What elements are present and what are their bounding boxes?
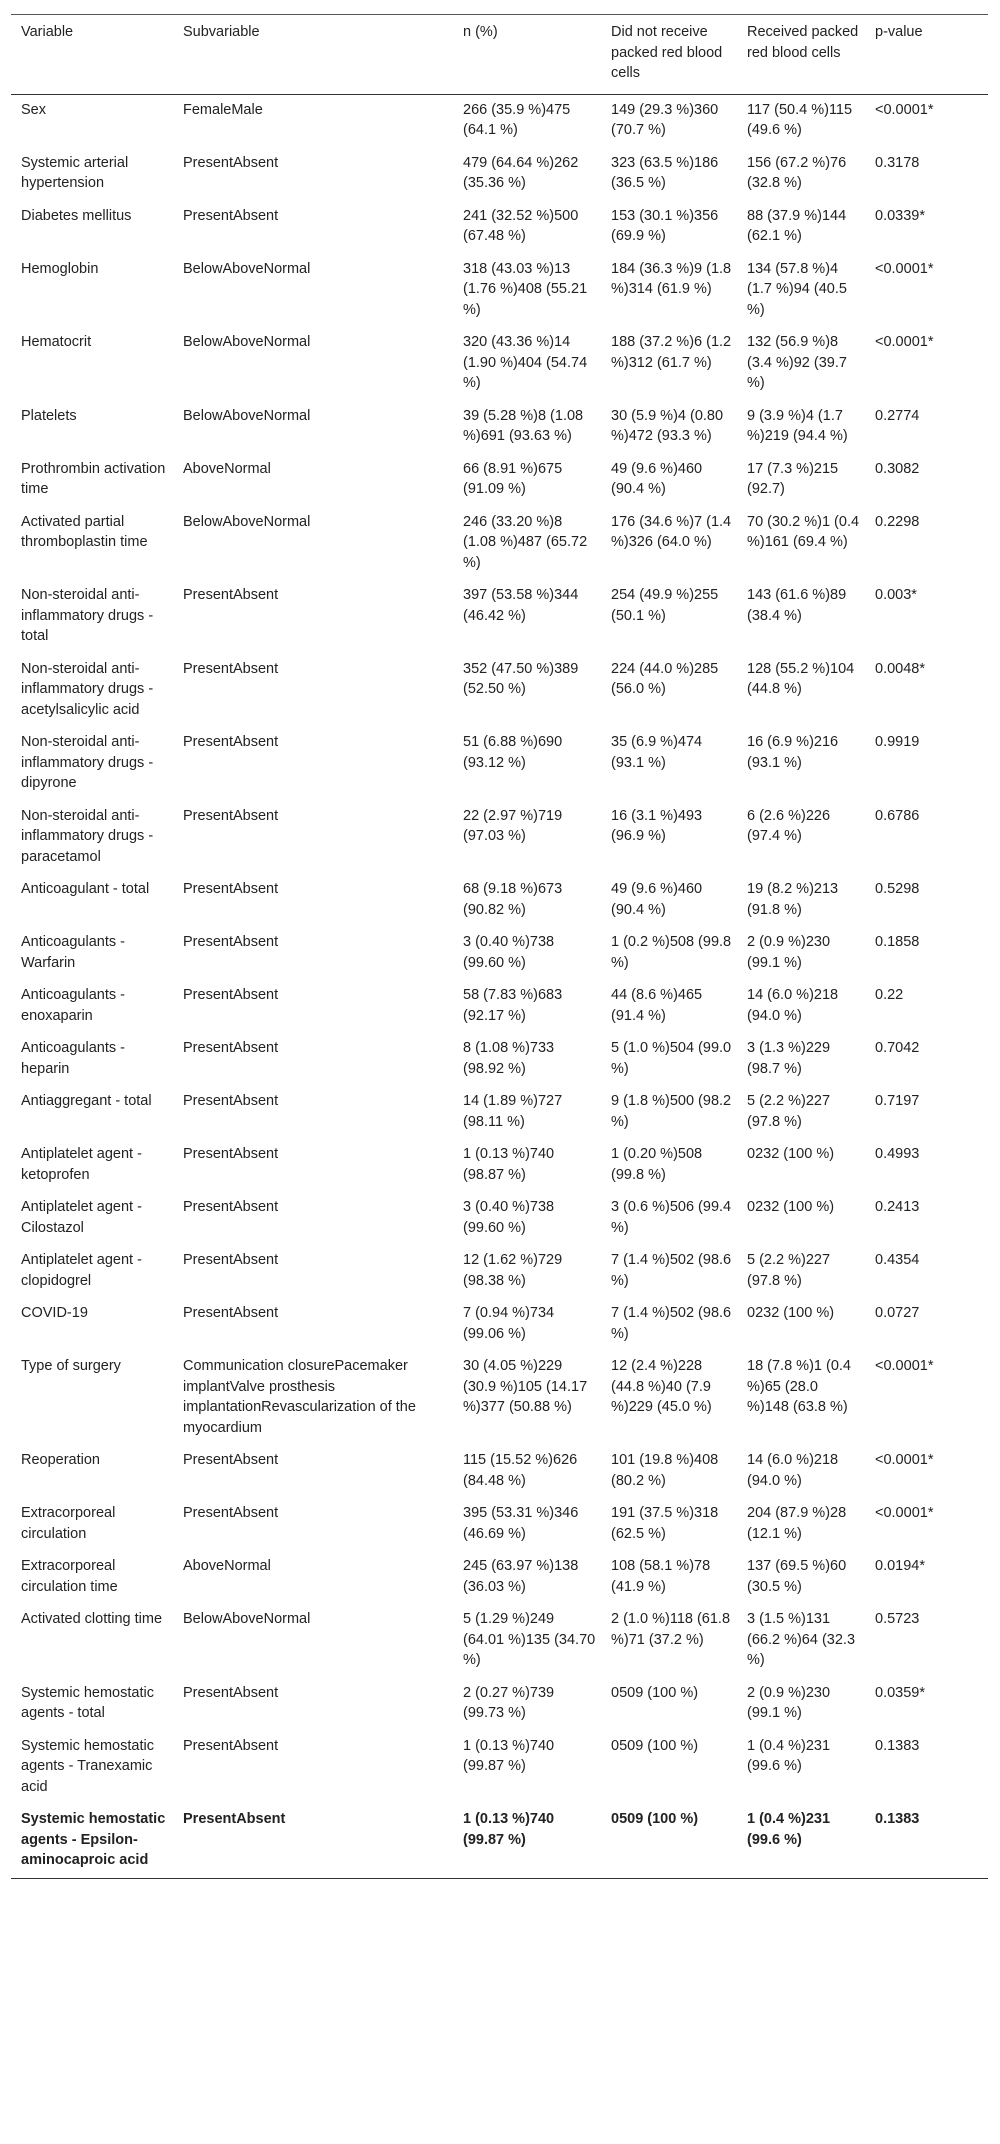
table-row: [11, 327, 988, 401]
cell-variable: Hematocrit: [21, 334, 92, 350]
cell-subvariable: PresentAbsent: [183, 1252, 279, 1268]
cell-n-percent: 14 (1.89 %)727 (98.11 %): [463, 1093, 563, 1130]
cell-received: 0232 (100 %): [747, 1199, 835, 1215]
cell-p-value: 0.5298: [875, 881, 920, 897]
table-row: [11, 1086, 988, 1139]
cell-received: 16 (6.9 %)216 (93.1 %): [747, 734, 839, 771]
cell-did-not-receive: 176 (34.6 %)7 (1.4 %)326 (64.0 %): [611, 513, 732, 550]
cell-n-percent: 1 (0.13 %)740 (99.87 %): [463, 1737, 555, 1774]
table-row: [11, 1731, 988, 1805]
cell-n-percent: 397 (53.58 %)344 (46.42 %): [463, 587, 579, 624]
cell-p-value: <0.0001*: [875, 1505, 934, 1521]
cell-n-percent: 8 (1.08 %)733 (98.92 %): [463, 1040, 555, 1077]
cell-n-percent: 266 (35.9 %)475 (64.1 %): [463, 101, 571, 138]
cell-received: 2 (0.9 %)230 (99.1 %): [747, 934, 831, 971]
cell-received: 14 (6.0 %)218 (94.0 %): [747, 1452, 839, 1489]
cell-subvariable: PresentAbsent: [183, 1305, 279, 1321]
cell-subvariable: AboveNormal: [183, 1558, 271, 1574]
table-row: [11, 927, 988, 980]
table-row: [11, 727, 988, 801]
cell-did-not-receive: 5 (1.0 %)504 (99.0 %): [611, 1040, 732, 1077]
table-row: [11, 148, 988, 201]
cell-p-value: 0.4354: [875, 1252, 920, 1268]
cell-p-value: 0.22: [875, 987, 904, 1003]
cell-p-value: 0.7197: [875, 1093, 920, 1109]
cell-received: 143 (61.6 %)89 (38.4 %): [747, 587, 847, 624]
cell-p-value: <0.0001*: [875, 260, 934, 277]
cell-variable: Antiaggregant - total: [21, 1093, 152, 1109]
cell-received: 156 (67.2 %)76 (32.8 %): [747, 154, 847, 191]
cell-did-not-receive: 0509 (100 %): [611, 1684, 699, 1701]
cell-p-value: 0.0048*: [875, 660, 925, 677]
cell-subvariable: BelowAboveNormal: [183, 334, 311, 350]
cell-variable: Antiplatelet agent - ketoprofen: [21, 1146, 142, 1183]
cell-n-percent: 58 (7.83 %)683 (92.17 %): [463, 987, 563, 1024]
header-row: [11, 15, 988, 95]
cell-n-percent: 1 (0.13 %)740 (98.87 %): [463, 1146, 555, 1183]
cell-did-not-receive: 35 (6.9 %)474 (93.1 %): [611, 734, 703, 771]
cell-variable: Sex: [21, 101, 46, 118]
cell-received: 132 (56.9 %)8 (3.4 %)92 (39.7 %): [747, 334, 847, 391]
table-row: [11, 94, 988, 148]
cell-p-value: 0.003*: [875, 587, 917, 603]
cell-variable: Antiplatelet agent - clopidogrel: [21, 1252, 142, 1289]
cell-variable: Platelets: [21, 407, 77, 424]
cell-received: 128 (55.2 %)104 (44.8 %): [747, 660, 855, 697]
cell-n-percent: 5 (1.29 %)249 (64.01 %)135 (34.70 %): [463, 1611, 596, 1668]
cell-p-value: 0.0339*: [875, 207, 925, 224]
cell-did-not-receive: 30 (5.9 %)4 (0.80 %)472 (93.3 %): [611, 407, 724, 444]
cell-variable: Hemoglobin: [21, 260, 99, 277]
cell-received: 0232 (100 %): [747, 1305, 835, 1321]
cell-subvariable: AboveNormal: [183, 460, 271, 477]
cell-p-value: 0.5723: [875, 1611, 920, 1627]
cell-p-value: 0.1383: [875, 1811, 920, 1827]
cell-n-percent: 320 (43.36 %)14 (1.90 %)404 (54.74 %): [463, 334, 588, 391]
cell-subvariable: PresentAbsent: [183, 807, 279, 824]
cell-received: 137 (69.5 %)60 (30.5 %): [747, 1558, 847, 1595]
cell-subvariable: PresentAbsent: [183, 934, 279, 950]
cell-variable: Anticoagulant - total: [21, 881, 150, 897]
cell-did-not-receive: 49 (9.6 %)460 (90.4 %): [611, 460, 703, 497]
cell-p-value: 0.3178: [875, 154, 920, 171]
cell-n-percent: 115 (15.52 %)626 (84.48 %): [463, 1452, 578, 1489]
cell-did-not-receive: 1 (0.2 %)508 (99.8 %): [611, 934, 732, 971]
table-row: [11, 1551, 988, 1604]
cell-did-not-receive: 9 (1.8 %)500 (98.2 %): [611, 1093, 732, 1130]
table-row: [11, 654, 988, 728]
cell-received: 2 (0.9 %)230 (99.1 %): [747, 1684, 831, 1721]
cell-variable: Reoperation: [21, 1452, 100, 1468]
cell-subvariable: BelowAboveNormal: [183, 407, 311, 424]
cell-variable: Non-steroidal anti-inflammatory drugs - paracetamol: [21, 807, 154, 865]
cell-variable: Antiplatelet agent - Cilostazol: [21, 1199, 142, 1236]
cell-did-not-receive: 184 (36.3 %)9 (1.8 %)314 (61.9 %): [611, 260, 732, 297]
cell-n-percent: 245 (63.97 %)138 (36.03 %): [463, 1558, 579, 1595]
cell-variable: Systemic hemostatic agents - total: [21, 1684, 154, 1721]
cell-n-percent: 30 (4.05 %)229 (30.9 %)105 (14.17 %)377 (50.88 %): [463, 1358, 588, 1415]
cell-variable: Systemic hemostatic agents - Epsilon-aminocaproic acid: [21, 1811, 166, 1868]
header-p-value: p-value: [875, 24, 923, 40]
cell-variable: Diabetes mellitus: [21, 207, 132, 224]
cell-subvariable: PresentAbsent: [183, 660, 279, 677]
cell-p-value: <0.0001*: [875, 1358, 934, 1374]
table-row: [11, 1245, 988, 1298]
cell-subvariable: BelowAboveNormal: [183, 1611, 311, 1627]
cell-received: 88 (37.9 %)144 (62.1 %): [747, 207, 847, 244]
cell-subvariable: PresentAbsent: [183, 987, 279, 1003]
cell-received: 0232 (100 %): [747, 1146, 835, 1162]
cell-received: 117 (50.4 %)115 (49.6 %): [747, 101, 853, 138]
cell-did-not-receive: 153 (30.1 %)356 (69.9 %): [611, 207, 719, 244]
table-row: [11, 801, 988, 875]
cell-received: 3 (1.5 %)131 (66.2 %)64 (32.3 %): [747, 1611, 856, 1668]
cell-variable: Type of surgery: [21, 1358, 121, 1374]
cell-n-percent: 22 (2.97 %)719 (97.03 %): [463, 807, 563, 844]
cell-did-not-receive: 188 (37.2 %)6 (1.2 %)312 (61.7 %): [611, 334, 732, 371]
header-received: Received packed red blood cells: [747, 24, 859, 61]
table-header: [11, 15, 988, 95]
cell-n-percent: 352 (47.50 %)389 (52.50 %): [463, 660, 579, 697]
cell-subvariable: BelowAboveNormal: [183, 260, 311, 277]
header-subvariable: Subvariable: [183, 24, 260, 40]
cell-did-not-receive: 254 (49.9 %)255 (50.1 %): [611, 587, 719, 624]
cell-subvariable: PresentAbsent: [183, 881, 279, 897]
cell-subvariable: PresentAbsent: [183, 1737, 279, 1754]
cell-received: 204 (87.9 %)28 (12.1 %): [747, 1505, 847, 1542]
cell-variable: Systemic arterial hypertension: [21, 154, 129, 191]
cell-p-value: <0.0001*: [875, 1452, 934, 1468]
cell-did-not-receive: 149 (29.3 %)360 (70.7 %): [611, 101, 719, 138]
cell-received: 19 (8.2 %)213 (91.8 %): [747, 881, 839, 918]
cell-variable: Anticoagulants - heparin: [21, 1040, 125, 1077]
cell-n-percent: 1 (0.13 %)740 (99.87 %): [463, 1811, 555, 1848]
table-row: [11, 454, 988, 507]
cell-n-percent: 7 (0.94 %)734 (99.06 %): [463, 1305, 555, 1342]
cell-p-value: 0.0359*: [875, 1684, 925, 1701]
table-row: [11, 1445, 988, 1498]
cell-variable: Activated clotting time: [21, 1611, 163, 1627]
table-row: [11, 1498, 988, 1551]
table-row: [11, 1351, 988, 1445]
cell-did-not-receive: 7 (1.4 %)502 (98.6 %): [611, 1252, 732, 1289]
cell-p-value: 0.2298: [875, 513, 920, 530]
cell-received: 14 (6.0 %)218 (94.0 %): [747, 987, 839, 1024]
cell-subvariable: BelowAboveNormal: [183, 513, 311, 530]
cell-received: 9 (3.9 %)4 (1.7 %)219 (94.4 %): [747, 407, 848, 444]
cell-did-not-receive: 1 (0.20 %)508 (99.8 %): [611, 1146, 703, 1183]
table-row: [11, 1139, 988, 1192]
cell-variable: Non-steroidal anti-inflammatory drugs - dipyrone: [21, 734, 154, 791]
cell-n-percent: 51 (6.88 %)690 (93.12 %): [463, 734, 563, 771]
data-table: [11, 14, 988, 1879]
cell-received: 3 (1.3 %)229 (98.7 %): [747, 1040, 831, 1077]
cell-received: 5 (2.2 %)227 (97.8 %): [747, 1093, 831, 1130]
cell-subvariable: Communication closurePacemaker implantValve prosthesis implantationRevascularization of the myocardium: [183, 1358, 416, 1436]
cell-p-value: 0.2413: [875, 1199, 920, 1215]
cell-p-value: 0.1383: [875, 1737, 920, 1754]
cell-subvariable: PresentAbsent: [183, 587, 279, 603]
cell-n-percent: 241 (32.52 %)500 (67.48 %): [463, 207, 579, 244]
cell-p-value: 0.0727: [875, 1305, 920, 1321]
cell-did-not-receive: 44 (8.6 %)465 (91.4 %): [611, 987, 703, 1024]
table-row: [11, 1804, 988, 1878]
cell-did-not-receive: 224 (44.0 %)285 (56.0 %): [611, 660, 719, 697]
table-row: [11, 254, 988, 328]
cell-subvariable: PresentAbsent: [183, 1452, 279, 1468]
cell-received: 1 (0.4 %)231 (99.6 %): [747, 1737, 831, 1774]
cell-subvariable: PresentAbsent: [183, 207, 279, 224]
cell-p-value: <0.0001*: [875, 334, 934, 350]
cell-n-percent: 3 (0.40 %)738 (99.60 %): [463, 934, 555, 971]
cell-p-value: 0.2774: [875, 407, 920, 424]
cell-n-percent: 2 (0.27 %)739 (99.73 %): [463, 1684, 555, 1721]
cell-n-percent: 246 (33.20 %)8 (1.08 %)487 (65.72 %): [463, 513, 588, 571]
cell-variable: Anticoagulants - Warfarin: [21, 934, 125, 971]
cell-did-not-receive: 2 (1.0 %)118 (61.8 %)71 (37.2 %): [611, 1611, 731, 1648]
cell-received: 70 (30.2 %)1 (0.4 %)161 (69.4 %): [747, 513, 860, 550]
cell-p-value: 0.0194*: [875, 1558, 925, 1574]
table-body: [11, 94, 988, 1878]
cell-variable: Activated partial thromboplastin time: [21, 513, 148, 550]
cell-variable: COVID-19: [21, 1305, 88, 1321]
cell-did-not-receive: 49 (9.6 %)460 (90.4 %): [611, 881, 703, 918]
cell-subvariable: PresentAbsent: [183, 1199, 279, 1215]
cell-did-not-receive: 0509 (100 %): [611, 1811, 699, 1827]
cell-variable: Extracorporeal circulation: [21, 1505, 116, 1542]
cell-subvariable: PresentAbsent: [183, 1146, 279, 1162]
cell-did-not-receive: 12 (2.4 %)228 (44.8 %)40 (7.9 %)229 (45.0 %): [611, 1358, 712, 1415]
cell-subvariable: PresentAbsent: [183, 154, 279, 171]
cell-p-value: 0.1858: [875, 934, 920, 950]
table-row: [11, 1298, 988, 1351]
table-row: [11, 580, 988, 654]
table-row: [11, 1604, 988, 1678]
table-row: [11, 1678, 988, 1731]
cell-p-value: 0.3082: [875, 460, 920, 477]
cell-did-not-receive: 16 (3.1 %)493 (96.9 %): [611, 807, 703, 844]
cell-did-not-receive: 0509 (100 %): [611, 1737, 699, 1754]
cell-received: 5 (2.2 %)227 (97.8 %): [747, 1252, 831, 1289]
cell-n-percent: 479 (64.64 %)262 (35.36 %): [463, 154, 579, 191]
cell-did-not-receive: 3 (0.6 %)506 (99.4 %): [611, 1199, 732, 1236]
cell-received: 6 (2.6 %)226 (97.4 %): [747, 807, 831, 844]
cell-n-percent: 318 (43.03 %)13 (1.76 %)408 (55.21 %): [463, 260, 588, 318]
cell-subvariable: PresentAbsent: [183, 734, 279, 750]
cell-variable: Prothrombin activation time: [21, 460, 166, 497]
cell-variable: Extracorporeal circulation time: [21, 1558, 118, 1595]
cell-n-percent: 39 (5.28 %)8 (1.08 %)691 (93.63 %): [463, 407, 584, 444]
cell-received: 18 (7.8 %)1 (0.4 %)65 (28.0 %)148 (63.8 %): [747, 1358, 851, 1415]
cell-p-value: 0.4993: [875, 1146, 920, 1162]
table-row: [11, 1192, 988, 1245]
cell-p-value: 0.6786: [875, 807, 920, 824]
cell-did-not-receive: 101 (19.8 %)408 (80.2 %): [611, 1452, 719, 1489]
cell-variable: Non-steroidal anti-inflammatory drugs - total: [21, 587, 154, 644]
table-row: [11, 1033, 988, 1086]
cell-subvariable: PresentAbsent: [183, 1811, 286, 1827]
cell-did-not-receive: 323 (63.5 %)186 (36.5 %): [611, 154, 719, 191]
cell-n-percent: 68 (9.18 %)673 (90.82 %): [463, 881, 563, 918]
header-n-percent: n (%): [463, 24, 498, 40]
cell-did-not-receive: 191 (37.5 %)318 (62.5 %): [611, 1505, 719, 1542]
cell-subvariable: PresentAbsent: [183, 1684, 279, 1701]
table-row: [11, 980, 988, 1033]
cell-p-value: 0.9919: [875, 734, 920, 750]
cell-n-percent: 3 (0.40 %)738 (99.60 %): [463, 1199, 555, 1236]
cell-n-percent: 66 (8.91 %)675 (91.09 %): [463, 460, 563, 497]
cell-variable: Systemic hemostatic agents - Tranexamic acid: [21, 1737, 154, 1795]
cell-received: 1 (0.4 %)231 (99.6 %): [747, 1811, 831, 1848]
cell-variable: Non-steroidal anti-inflammatory drugs - acetylsalicylic acid: [21, 660, 154, 718]
cell-subvariable: FemaleMale: [183, 101, 263, 118]
table-row: [11, 201, 988, 254]
table-row: [11, 507, 988, 581]
header-did-not-receive: Did not receive packed red blood cells: [611, 24, 723, 81]
header-variable: Variable: [21, 24, 74, 40]
cell-subvariable: PresentAbsent: [183, 1505, 279, 1521]
cell-did-not-receive: 108 (58.1 %)78 (41.9 %): [611, 1558, 711, 1595]
cell-received: 17 (7.3 %)215 (92.7): [747, 460, 839, 497]
table-row: [11, 874, 988, 927]
cell-p-value: <0.0001*: [875, 101, 934, 118]
cell-subvariable: PresentAbsent: [183, 1093, 279, 1109]
cell-n-percent: 12 (1.62 %)729 (98.38 %): [463, 1252, 563, 1289]
cell-subvariable: PresentAbsent: [183, 1040, 279, 1056]
cell-variable: Anticoagulants - enoxaparin: [21, 987, 125, 1024]
cell-n-percent: 395 (53.31 %)346 (46.69 %): [463, 1505, 579, 1542]
cell-p-value: 0.7042: [875, 1040, 920, 1056]
table-container: [11, 14, 988, 1879]
table-row: [11, 401, 988, 454]
cell-received: 134 (57.8 %)4 (1.7 %)94 (40.5 %): [747, 260, 847, 318]
cell-did-not-receive: 7 (1.4 %)502 (98.6 %): [611, 1305, 732, 1342]
